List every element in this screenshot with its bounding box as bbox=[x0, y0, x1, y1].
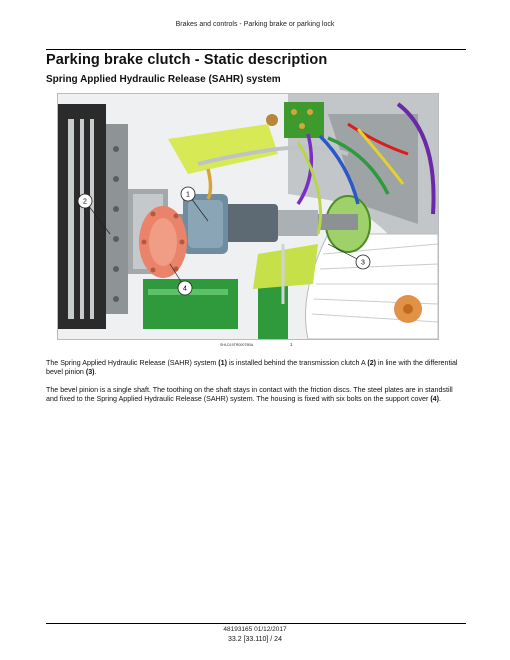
svg-text:1: 1 bbox=[186, 191, 190, 199]
section-subtitle: Spring Applied Hydraulic Release (SAHR) system bbox=[46, 74, 281, 85]
svg-text:2: 2 bbox=[83, 198, 87, 206]
running-header: Brakes and controls - Parking brake or parking lock bbox=[175, 21, 335, 28]
text-run: . bbox=[94, 368, 97, 376]
text-run: The Spring Applied Hydraulic Release (SAHR) system bbox=[46, 359, 219, 367]
valve-block-shape bbox=[284, 102, 324, 138]
text-run: . bbox=[438, 395, 441, 403]
callout-reference: (3) bbox=[85, 368, 95, 376]
text-run: The bevel pinion is a single shaft. The toothing on the shaft stays in contact with the friction discs. The steel plates are in standstill and fixed to the Spring Applied Hydraulic Release (SAHR) system. The housing is fixed with six bolts on the support cover bbox=[46, 386, 453, 403]
callout-reference: (2) bbox=[367, 359, 377, 367]
paragraph-sahr-location bbox=[46, 359, 464, 377]
text-run: in line with the differential bevel pinion bbox=[46, 359, 458, 376]
callout-reference: (4) bbox=[430, 395, 439, 403]
svg-text:3: 3 bbox=[361, 259, 365, 267]
footer-divider bbox=[46, 623, 466, 624]
text-run: is installed behind the transmission clutch A bbox=[226, 359, 368, 367]
svg-text:4: 4 bbox=[183, 285, 187, 293]
callout-reference: (1) bbox=[218, 359, 227, 367]
page-title: Parking brake clutch - Static description bbox=[46, 52, 328, 68]
figure-reference-code: SHLD19TR00075BA bbox=[220, 343, 254, 347]
footer-page-reference: 33.2 [33.110] / 24 bbox=[228, 636, 282, 643]
title-divider bbox=[46, 49, 466, 50]
footer-document-id: 48193165 01/12/2017 bbox=[223, 626, 287, 633]
paragraph-bevel-pinion bbox=[46, 386, 464, 404]
figure-number: 1 bbox=[290, 342, 293, 347]
parking-brake-illustration bbox=[57, 93, 439, 340]
